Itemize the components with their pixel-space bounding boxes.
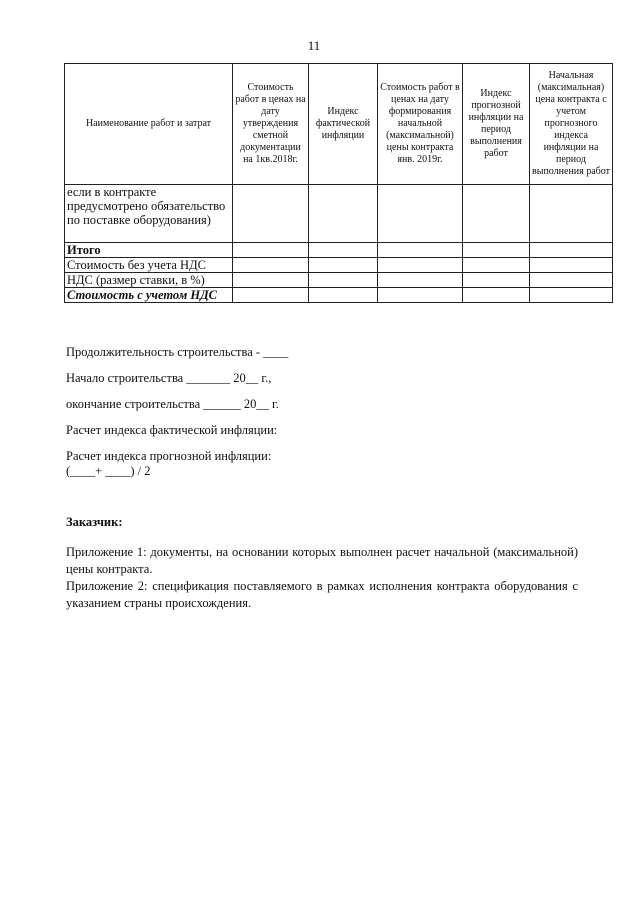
actual-inflation-calc: Расчет индекса фактической инфляции: xyxy=(66,423,278,437)
header-forecast-inflation: Индекс прогнозной инфляции на период выполнения работ xyxy=(463,64,530,185)
row-label: Итого xyxy=(65,243,233,258)
row-label: НДС (размер ставки, в %) xyxy=(65,273,233,288)
header-work-name: Наименование работ и затрат xyxy=(65,64,233,185)
customer-label: Заказчик: xyxy=(66,515,123,529)
appendix-2: Приложение 2: спецификация поставляемого в рамках исполнения контракта оборудования с указанием страны происхождения. xyxy=(66,579,578,610)
forecast-inflation-calc: Расчет индекса прогнозной инфляции: xyxy=(66,449,272,463)
table-row xyxy=(65,185,613,243)
table-row xyxy=(65,288,613,303)
header-actual-inflation: Индекс фактической инфляции xyxy=(309,64,378,185)
construction-start: Начало строительства _______ 20__ г., xyxy=(66,371,272,385)
cost-table xyxy=(64,63,613,303)
page-number: 11 xyxy=(307,38,321,53)
construction-duration: Продолжительность строительства - ____ xyxy=(66,345,289,359)
header-initial-price: Начальная (максимальная) цена контракта с учетом прогнозного индекса инфляции на период выполнения работ xyxy=(530,64,613,185)
table-row xyxy=(65,258,613,273)
appendix-1: Приложение 1: документы, на основании которых выполнен расчет начальной (максимальной) цены контракта. xyxy=(66,545,578,576)
forecast-inflation-formula: (____+ ____) / 2 xyxy=(66,464,151,478)
row-label: Стоимость без учета НДС xyxy=(65,258,233,273)
header-cost-2018: Стоимость работ в ценах на дату утверждения сметной документации на 1кв.2018г. xyxy=(233,64,309,185)
table-row xyxy=(65,243,613,258)
header-cost-2019: Стоимость работ в ценах на дату формирования начальной (максимальной) цены контракта янв. 2019г. xyxy=(378,64,463,185)
construction-end: окончание строительства ______ 20__ г. xyxy=(66,397,279,411)
row-label: если в контракте предусмотрено обязательство по поставке оборудования) xyxy=(65,185,233,243)
table-header-row xyxy=(65,64,613,185)
row-label: Стоимость с учетом НДС xyxy=(65,288,233,303)
table-row xyxy=(65,273,613,288)
